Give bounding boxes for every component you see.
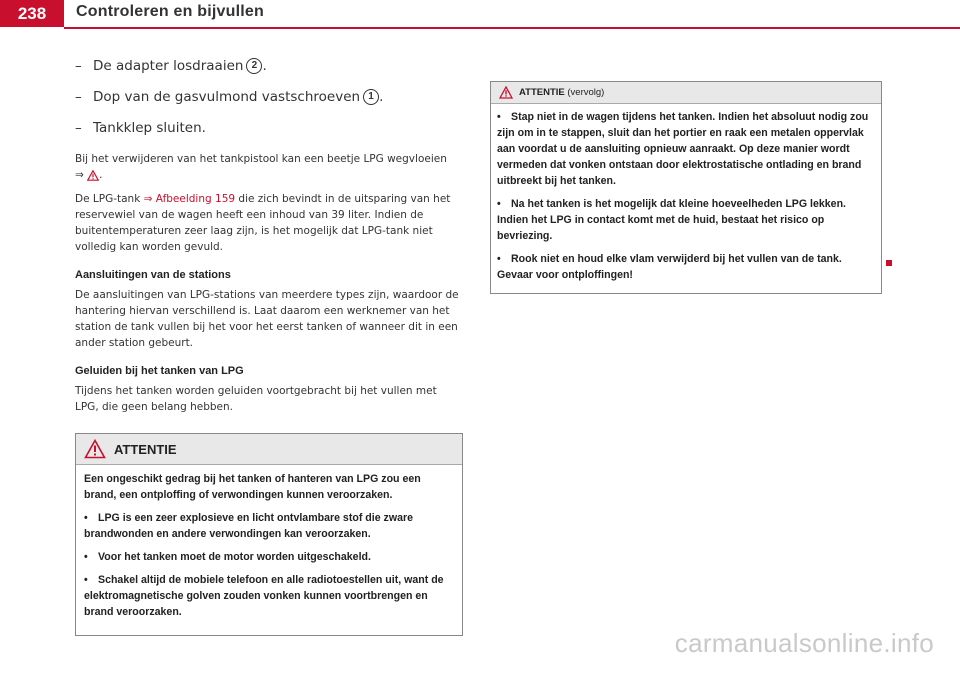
warning-intro: Een ongeschikt gedrag bij het tanken of hanteren van LPG zou een brand, een ontploffing of verwondingen kunnen veroorzaken. — [84, 473, 421, 501]
warning-bullet: • Rook niet en houd elke vlam verwijderd bij het vullen van de tank. Gevaar voor ontploffingen! — [497, 253, 842, 281]
warning-bullet: • Stap niet in de wagen tijdens het tanken. Indien het absoluut nodig zou zijn om in te stappen, sluit dan het portier en raak een metalen oppervlak aan voordat u de aansluiting opnieuw aanraakt. Op deze manier wordt vermeden dat vonken ontstaan door elektrostatische ontlading en brand uitbreekt bij het tanken. — [497, 111, 869, 187]
warning-triangle-icon — [87, 170, 99, 181]
warning-box — [75, 433, 463, 636]
section-end-marker — [886, 260, 892, 266]
section-heading: Aansluitingen van de stations — [75, 269, 231, 281]
section-text: De aansluitingen van LPG-stations van meerdere types zijn, waardoor de hantering hiervan verschillend is. Laat daarom een werknemer van het station de tank vullen bij het voor het eerst tanken of wanneer dit in een ander station gebeurt. — [75, 289, 459, 349]
figure-link[interactable]: ⇒ Afbeelding 159 — [143, 193, 236, 205]
step-item: – Tankklep sluiten. — [75, 120, 206, 136]
warning-box-continued — [490, 81, 882, 294]
warning-triangle-icon — [499, 86, 513, 99]
ref-circle-icon: 1 — [363, 89, 379, 105]
warning-bullet: • Na het tanken is het mogelijk dat kleine hoeveelheden LPG lekken. Indien het LPG in contact komt met de huid, bestaat het risico op bevriezing. — [497, 198, 846, 242]
warning-title: ATTENTIE — [114, 441, 177, 457]
warning-title: ATTENTIE (vervolg) — [519, 87, 605, 98]
watermark: carmanualsonline.info — [674, 628, 934, 658]
paragraph-tool: Bij het verwijderen van het tankpistool kan een beetje LPG wegvloeien ⇒ . — [75, 153, 447, 181]
section-text: Tijdens het tanken worden geluiden voortgebracht bij het vullen met LPG, die geen belang hebben. — [75, 385, 437, 413]
step-item: – De adapter losdraaien 2 . — [75, 58, 267, 74]
section-heading: Geluiden bij het tanken van LPG — [75, 365, 244, 377]
page-number: 238 — [0, 0, 64, 27]
page-title: Controleren en bijvullen — [76, 3, 264, 20]
step-item: – Dop van de gasvulmond vastschroeven 1 . — [75, 89, 384, 105]
warning-bullet: • Voor het tanken moet de motor worden uitgeschakeld. — [84, 551, 371, 563]
right-column — [490, 63, 882, 294]
left-column — [75, 58, 463, 636]
warning-triangle-icon — [84, 439, 106, 459]
header-rule — [64, 27, 960, 29]
warning-box-header — [491, 82, 881, 104]
paragraph-tank: De LPG-tank ⇒ Afbeelding 159 die zich bevindt in de uitsparing van het reservewiel van de wagen heeft een inhoud van 39 liter. Indien de buitentemperaturen zeer laag zijn, is het mogelijk dat LPG-tank niet volledig kan worden gevuld. — [75, 193, 451, 253]
warning-box-header — [76, 434, 462, 465]
warning-bullet: • Schakel altijd de mobiele telefoon en alle radiotoestellen uit, want de elektromagnetische golven zouden vonken kunnen voortbrengen en brand veroorzaken. — [84, 574, 444, 618]
warning-bullet: • LPG is een zeer explosieve en licht ontvlambare stof die zware brandwonden en andere verwondingen kan veroorzaken. — [84, 512, 413, 540]
ref-circle-icon: 2 — [246, 58, 262, 74]
